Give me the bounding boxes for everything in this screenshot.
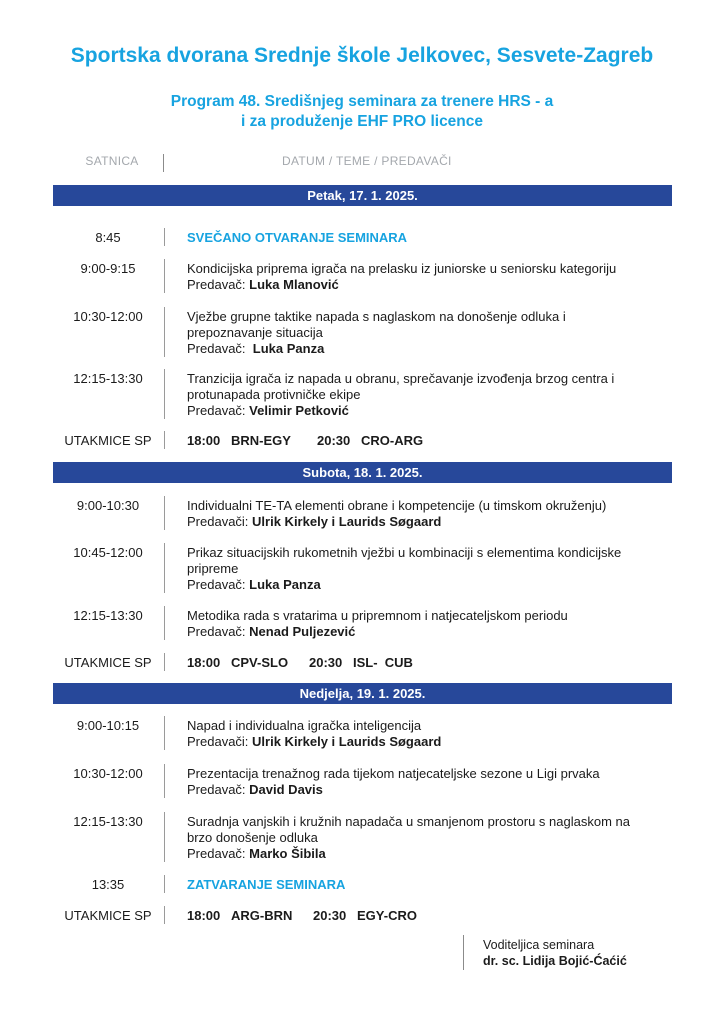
signature-role: Voditeljica seminara bbox=[483, 938, 595, 952]
lecturer-prefix: Predavač: bbox=[187, 341, 246, 356]
session-lecturer bbox=[187, 514, 667, 530]
opening-ceremony-label: SVEČANO OTVARANJE SEMINARA bbox=[187, 230, 408, 245]
lecturer-name: Luka Mlanović bbox=[249, 277, 339, 292]
session-topic: Tranzicija igrača iz napada u obranu, sprečavanje izvođenja brzog centra i bbox=[187, 371, 615, 386]
subtitle-line-1: Program 48. Središnjeg seminara za trenere HRS - a bbox=[170, 93, 554, 110]
session-topic: Prezentacija trenažnog rada tijekom natjecateljske sezone u Ligi prvaka bbox=[187, 766, 600, 781]
session-lecturer bbox=[187, 403, 667, 419]
row-divider bbox=[164, 764, 165, 798]
session-item bbox=[187, 545, 667, 593]
session-topic: Individualni TE-TA elementi obrane i kompetencije (u timskom okruženju) bbox=[187, 498, 607, 513]
row-divider bbox=[164, 431, 165, 449]
day-header-friday: Petak, 17. 1. 2025. bbox=[53, 185, 672, 206]
session-lecturer bbox=[187, 341, 667, 357]
session-lecturer bbox=[187, 734, 667, 750]
session-topic: Kondicijska priprema igrača na prelasku iz juniorske u seniorsku kategoriju bbox=[187, 261, 617, 276]
column-header-details: DATUM / TEME / PREDAVAČI bbox=[282, 154, 452, 168]
row-divider bbox=[164, 812, 165, 862]
page-title: Sportska dvorana Srednje škole Jelkovec, Sesvete-Zagreb bbox=[70, 44, 654, 67]
day-header-sunday: Nedjelja, 19. 1. 2025. bbox=[53, 683, 672, 704]
row-divider bbox=[164, 906, 165, 924]
match-time: 20:30 bbox=[313, 908, 347, 923]
signature-block bbox=[483, 937, 627, 969]
session-topic-cont: pripreme bbox=[187, 561, 239, 576]
row-divider bbox=[164, 259, 165, 293]
matches-row bbox=[187, 655, 667, 671]
matches-label: UTAKMICE SP bbox=[64, 433, 152, 448]
match-teams: ISL- CUB bbox=[353, 655, 413, 670]
time-cell: 9:00-10:15 bbox=[76, 718, 140, 733]
time-cell: 12:15-13:30 bbox=[73, 371, 143, 386]
lecturer-prefix: Predavač: bbox=[187, 577, 246, 592]
lecturer-prefix: Predavači: bbox=[187, 514, 249, 529]
match-time: 18:00 bbox=[187, 433, 221, 448]
session-item bbox=[187, 498, 667, 530]
session-lecturer bbox=[187, 846, 667, 862]
match-teams: ARG-BRN bbox=[231, 908, 293, 923]
column-header-divider bbox=[163, 154, 164, 172]
matches-label: UTAKMICE SP bbox=[64, 655, 152, 670]
time-cell: 13:35 bbox=[91, 877, 125, 892]
session-item bbox=[187, 261, 667, 293]
row-divider bbox=[164, 496, 165, 530]
signature-name: dr. sc. Lidija Bojić-Ćaćić bbox=[483, 954, 627, 968]
matches-label: UTAKMICE SP bbox=[64, 908, 152, 923]
lecturer-name: Luka Panza bbox=[252, 341, 325, 356]
row-divider bbox=[164, 875, 165, 893]
lecturer-name: Luka Panza bbox=[249, 577, 321, 592]
session-item bbox=[187, 371, 667, 419]
lecturer-prefix: Predavači: bbox=[187, 734, 249, 749]
session-lecturer bbox=[187, 624, 667, 640]
match-time: 18:00 bbox=[187, 908, 221, 923]
lecturer-prefix: Predavač: bbox=[187, 624, 246, 639]
time-cell: 10:30-12:00 bbox=[73, 309, 143, 324]
lecturer-name: Ulrik Kirkely i Laurids Søgaard bbox=[252, 734, 442, 749]
closing-ceremony-label: ZATVARANJE SEMINARA bbox=[187, 877, 346, 892]
session-item bbox=[187, 608, 667, 640]
day-header-saturday: Subota, 18. 1. 2025. bbox=[53, 462, 672, 483]
signature-divider bbox=[463, 935, 464, 970]
lecturer-prefix: Predavač: bbox=[187, 782, 246, 797]
match-teams: EGY-CRO bbox=[357, 908, 417, 923]
column-header-time: SATNICA bbox=[85, 154, 139, 168]
session-topic: Suradnja vanjskih i kružnih napadača u smanjenom prostoru s naglaskom na bbox=[187, 814, 630, 829]
lecturer-name: David Davis bbox=[249, 782, 323, 797]
row-divider bbox=[164, 369, 165, 419]
session-item bbox=[187, 309, 667, 357]
session-topic: Napad i individualna igračka inteligencija bbox=[187, 718, 422, 733]
subtitle-line-2: i za produženje EHF PRO licence bbox=[240, 113, 484, 130]
match-time: 20:30 bbox=[317, 433, 351, 448]
session-topic: Prikaz situacijskih rukometnih vježbi u kombinaciji s elementima kondicijske bbox=[187, 545, 622, 560]
lecturer-prefix: Predavač: bbox=[187, 277, 246, 292]
time-cell: 10:45-12:00 bbox=[73, 545, 143, 560]
time-cell: 12:15-13:30 bbox=[73, 608, 143, 623]
session-topic: Metodika rada s vratarima u pripremnom i natjecateljskom periodu bbox=[187, 608, 568, 623]
time-cell: 10:30-12:00 bbox=[73, 766, 143, 781]
lecturer-name: Ulrik Kirkely i Laurids Søgaard bbox=[252, 514, 442, 529]
session-lecturer bbox=[187, 577, 667, 593]
time-cell: 8:45 bbox=[95, 230, 121, 245]
lecturer-prefix: Predavač: bbox=[187, 403, 246, 418]
time-cell: 9:00-9:15 bbox=[80, 261, 136, 276]
time-cell: 12:15-13:30 bbox=[73, 814, 143, 829]
match-teams: CPV-SLO bbox=[231, 655, 289, 670]
matches-row bbox=[187, 908, 667, 924]
session-topic-cont: brzo donošenje odluka bbox=[187, 830, 318, 845]
session-topic-cont: prepoznavanje situacija bbox=[187, 325, 323, 340]
row-divider bbox=[164, 307, 165, 357]
session-topic: Vježbe grupne taktike napada s naglaskom na donošenje odluka i bbox=[187, 309, 566, 324]
row-divider bbox=[164, 543, 165, 593]
lecturer-prefix: Predavač: bbox=[187, 846, 246, 861]
session-lecturer bbox=[187, 277, 667, 293]
lecturer-name: Nenad Puljezević bbox=[249, 624, 356, 639]
lecturer-name: Marko Šibila bbox=[249, 846, 326, 861]
row-divider bbox=[164, 653, 165, 671]
matches-row bbox=[187, 433, 667, 449]
match-time: 18:00 bbox=[187, 655, 221, 670]
row-divider bbox=[164, 606, 165, 640]
row-divider bbox=[164, 228, 165, 246]
lecturer-name: Velimir Petković bbox=[249, 403, 349, 418]
match-teams: CRO-ARG bbox=[361, 433, 424, 448]
time-cell: 9:00-10:30 bbox=[76, 498, 140, 513]
match-time: 20:30 bbox=[309, 655, 343, 670]
session-item bbox=[187, 718, 667, 750]
row-divider bbox=[164, 716, 165, 750]
session-item bbox=[187, 766, 667, 798]
session-topic-cont: protunapada protivničke ekipe bbox=[187, 387, 361, 402]
match-teams: BRN-EGY bbox=[231, 433, 291, 448]
session-item bbox=[187, 814, 667, 862]
page-subtitle bbox=[0, 92, 724, 132]
session-lecturer bbox=[187, 782, 667, 798]
